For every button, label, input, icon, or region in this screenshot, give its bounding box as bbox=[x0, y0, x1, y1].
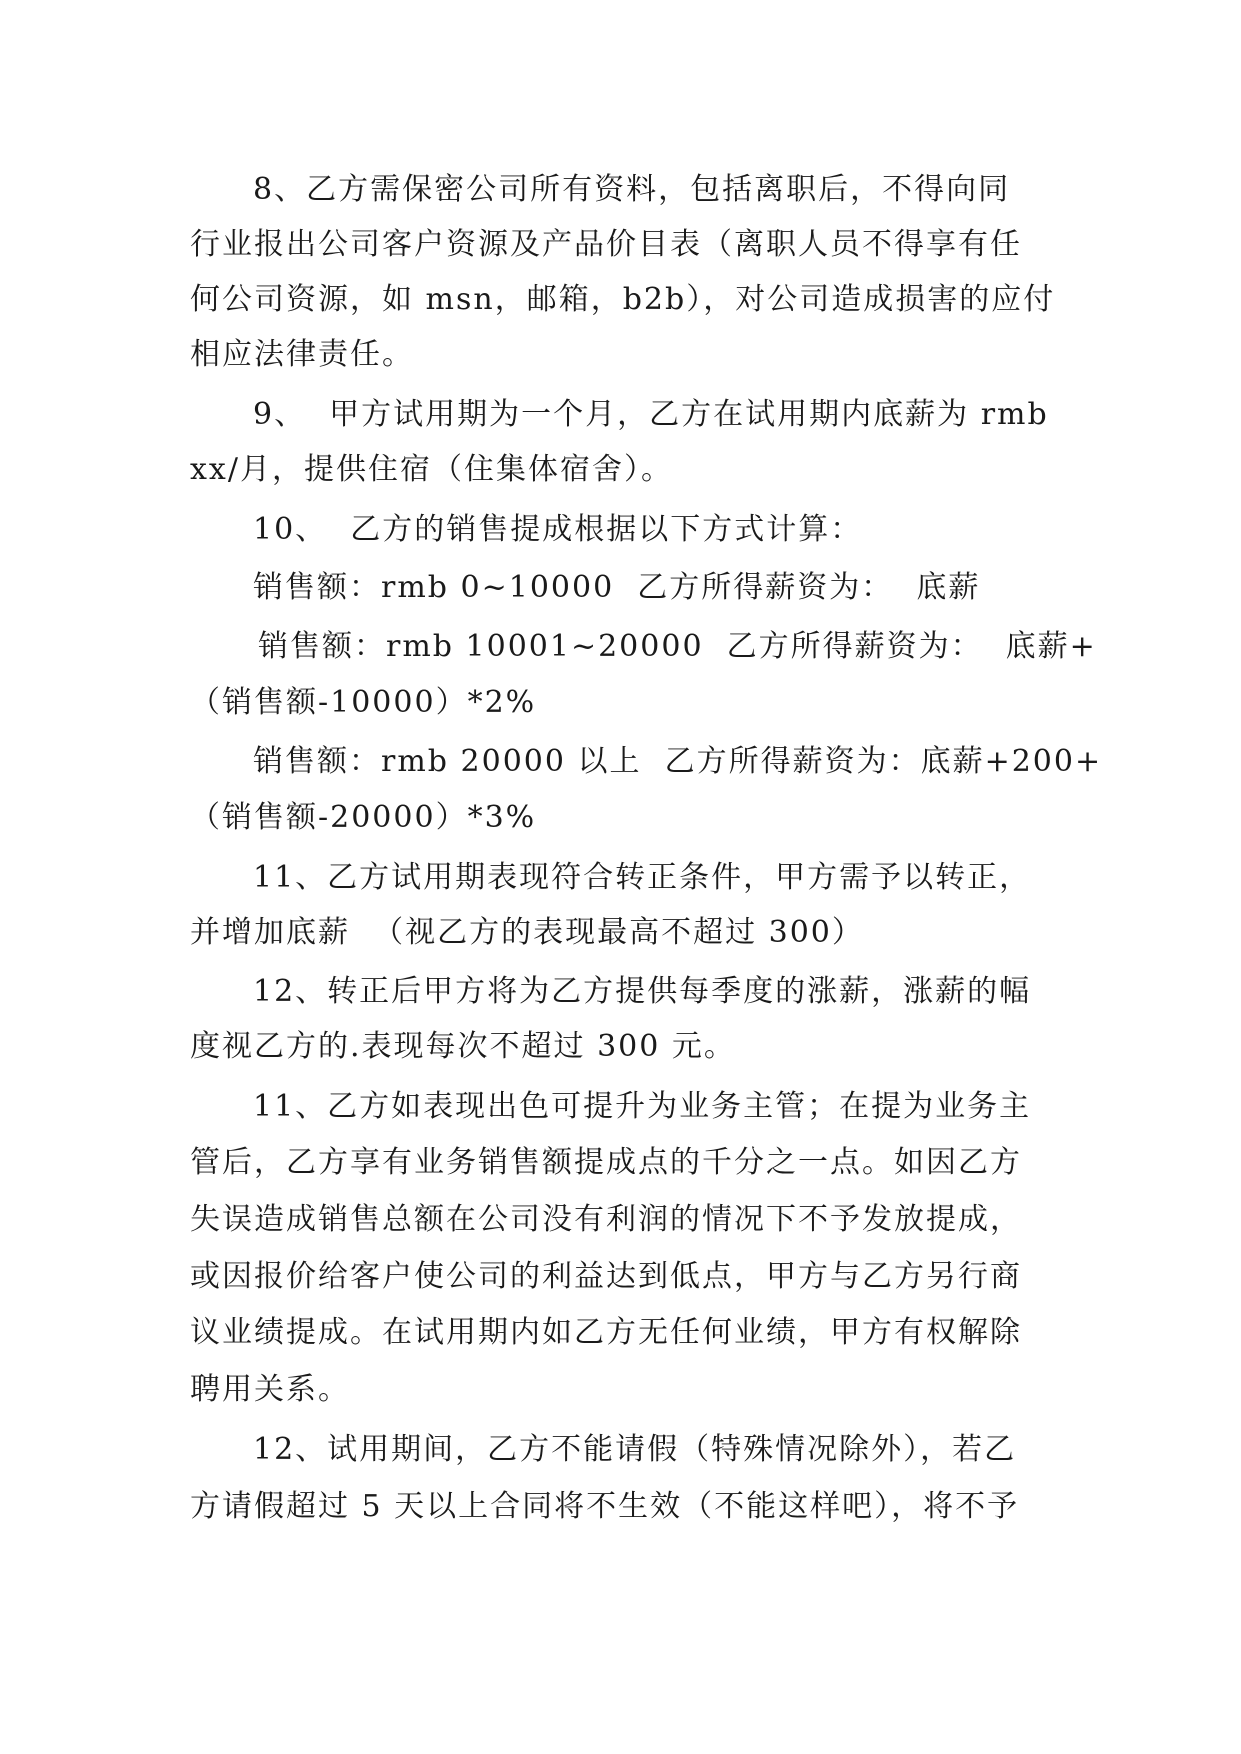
text-line: 12、试用期间，乙方不能请假（特殊情况除外），若乙 bbox=[253, 1432, 1017, 1467]
text-line: 销售额：rmb 10001~20000 乙方所得薪资为： 底薪+ bbox=[258, 629, 1097, 664]
text-line: 度视乙方的.表现每次不超过 300 元。 bbox=[190, 1029, 736, 1064]
text-line: 聘用关系。 bbox=[190, 1372, 350, 1407]
text-line: 方请假超过 5 天以上合同将不生效（不能这样吧），将不予 bbox=[190, 1489, 1020, 1524]
text-line: （销售额-20000）*3% bbox=[190, 800, 537, 835]
text-line: 议业绩提成。在试用期内如乙方无任何业绩，甲方有权解除 bbox=[190, 1315, 1022, 1350]
text-line: 12、转正后甲方将为乙方提供每季度的涨薪，涨薪的幅 bbox=[253, 974, 1032, 1009]
text-line: 10、 乙方的销售提成根据以下方式计算： bbox=[253, 512, 863, 547]
text-line: 8、乙方需保密公司所有资料，包括离职后，不得向同 bbox=[253, 172, 1011, 207]
text-line: 销售额：rmb 0~10000 乙方所得薪资为： 底薪 bbox=[253, 570, 981, 605]
text-line: （销售额-10000）*2% bbox=[190, 685, 537, 720]
text-line: 或因报价给客户使公司的利益达到低点，甲方与乙方另行商 bbox=[190, 1259, 1022, 1294]
text-line: 并增加底薪 （视乙方的表现最高不超过 300） bbox=[190, 915, 864, 950]
text-line: 失误造成销售总额在公司没有利润的情况下不予发放提成， bbox=[190, 1202, 1022, 1237]
text-line: 行业报出公司客户资源及产品价目表（离职人员不得享有任 bbox=[190, 227, 1022, 262]
text-line: 相应法律责任。 bbox=[190, 337, 414, 372]
text-line: 销售额：rmb 20000 以上 乙方所得薪资为：底薪+200+ bbox=[253, 744, 1103, 779]
text-line: 11、乙方试用期表现符合转正条件，甲方需予以转正， bbox=[253, 860, 1032, 895]
text-line: 何公司资源，如 msn，邮箱，b2b），对公司造成损害的应付 bbox=[190, 282, 1056, 317]
text-line: 9、 甲方试用期为一个月，乙方在试用期内底薪为 rmb bbox=[253, 397, 1049, 432]
text-line: xx/月，提供住宿（住集体宿舍）。 bbox=[190, 452, 673, 487]
text-line: 11、乙方如表现出色可提升为业务主管；在提为业务主 bbox=[253, 1089, 1032, 1124]
text-line: 管后，乙方享有业务销售额提成点的千分之一点。如因乙方 bbox=[190, 1145, 1022, 1180]
